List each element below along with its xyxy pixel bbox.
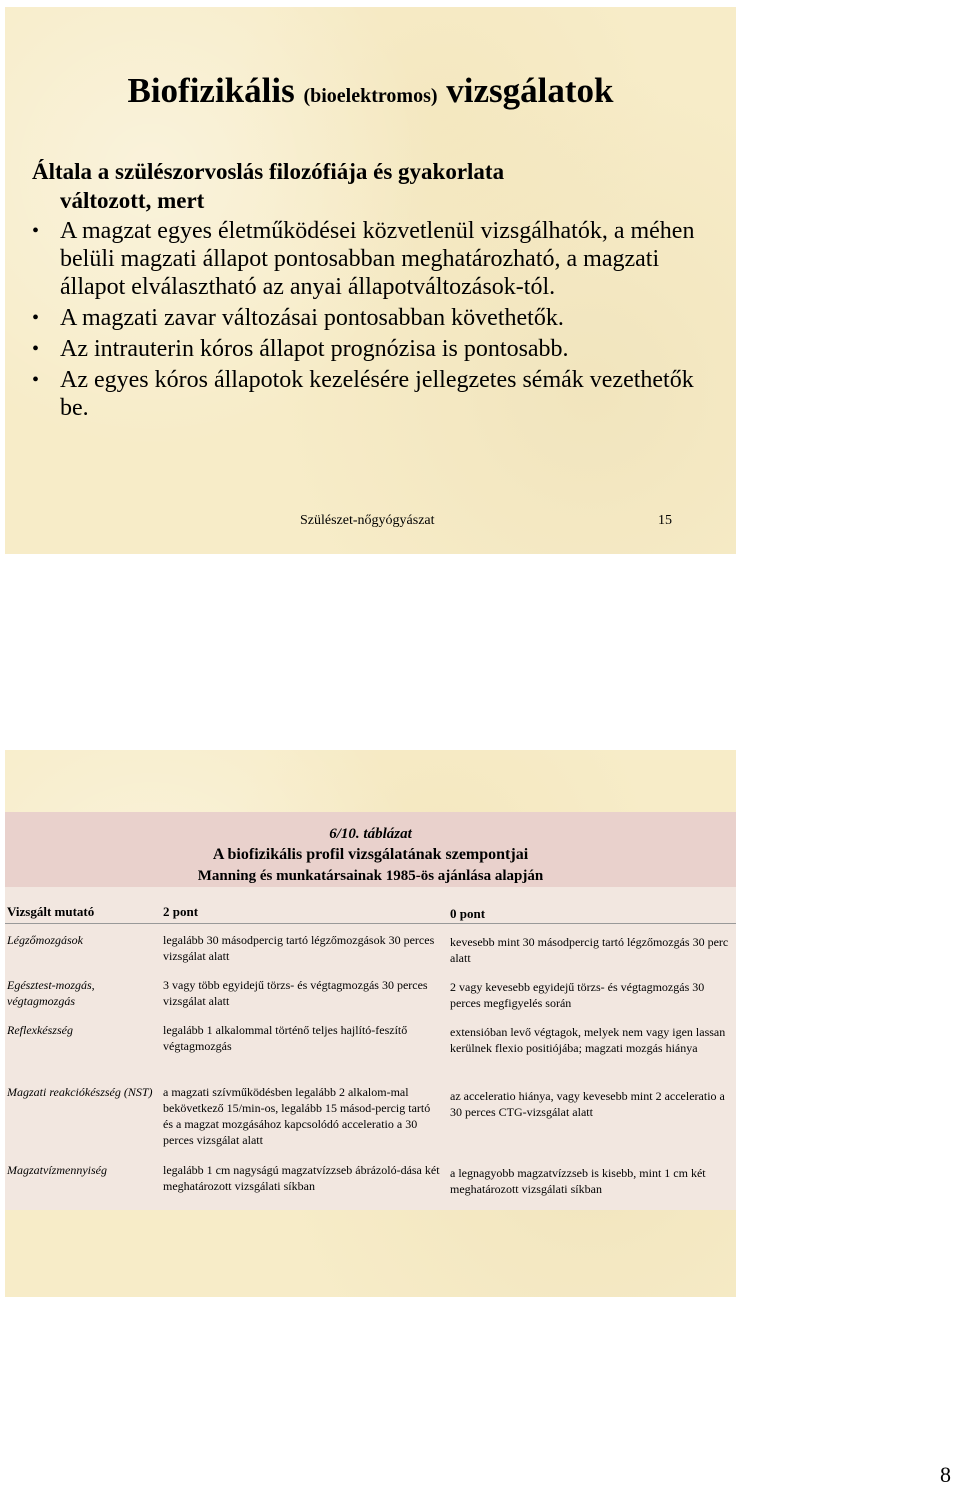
row-zero-points: az acceleratio hiánya, vagy kevesebb mint 2 acceleratio a 30 perces CTG-vizsgálat alatt: [450, 1089, 725, 1119]
row-label: Magzati reakciókészség (NST): [7, 1085, 153, 1099]
table-subtitle: Manning és munkatársainak 1985-ös ajánlása alapján: [197, 868, 544, 884]
bullet-dot: •: [32, 220, 40, 242]
bullet-dot: •: [32, 369, 40, 391]
col-header-0pt: 0 pont: [450, 906, 486, 921]
bullet-item: [32, 366, 722, 422]
slide-footer-title: Szülészet-nőgyógyászat: [300, 513, 435, 528]
title-small: (bioelektromos): [303, 85, 438, 107]
intro-text: [32, 157, 712, 215]
row-zero-points: a legnagyobb magzatvízzseb is kisebb, mint 1 cm két meghatározott vizsgálati síkban: [450, 1166, 706, 1196]
row-two-points: legalább 30 másodpercig tartó légzőmozgások 30 perces vizsgálat alatt: [163, 933, 435, 963]
slide-footer-number: 15: [658, 513, 672, 528]
row-zero-points: 2 vagy kevesebb egyidejű törzs- és végtagmozgás 30 perces megfigyelés során: [450, 980, 705, 1010]
slide-16: [5, 750, 736, 1297]
row-two-points: a magzati szívműködésben legalább 2 alkalom-mal bekövetkező 15/min-os, legalább 15 másod-percig tartó és a magzat mozgásához kapcsolódó acceleratio a 30 perces vizsgálat alatt: [163, 1085, 431, 1147]
bullet-item: [32, 335, 722, 363]
bullet-text: Az intrauterin kóros állapot prognózisa is pontosabb.: [60, 336, 569, 362]
intro-line-2: változott, mert: [60, 188, 205, 213]
col-header-indicator: Vizsgált mutató: [7, 904, 95, 919]
bullet-text: A magzat egyes életműködései közvetlenül vizsgálhatók, a méhen belüli magzati állapot pontosabban meghatározható, a magzati állapot elválasztható az anyai állapotváltozások-tól.: [60, 218, 695, 300]
bullet-text: A magzati zavar változásai pontosabban követhetők.: [60, 305, 564, 331]
slide-15: [5, 7, 736, 554]
header-rule: [5, 923, 736, 924]
table-image: [5, 812, 736, 1210]
row-two-points: legalább 1 cm nagyságú magzatvízzseb ábrázoló-dása két meghatározott vizsgálati síkban: [163, 1163, 440, 1193]
slide-title: [5, 71, 736, 111]
row-label: Magzatvízmennyiség: [7, 1163, 107, 1177]
row-label: Reflexkészség: [7, 1023, 73, 1037]
col-header-2pt: 2 pont: [163, 904, 199, 919]
bullet-list: [32, 217, 722, 425]
bullet-item: [32, 304, 722, 332]
intro-line-1: Általa a szülészorvoslás filozófiája és gyakorlata: [32, 159, 505, 184]
row-two-points: 3 vagy több egyidejű törzs- és végtagmozgás 30 perces vizsgálat alatt: [163, 978, 428, 1008]
row-zero-points: extensióban levő végtagok, melyek nem vagy igen lassan kerülnek flexio positiójába; magzati mozgás hiánya: [450, 1025, 726, 1055]
title-end: vizsgálatok: [446, 71, 614, 110]
row-label: Légzőmozgások: [7, 933, 84, 947]
row-zero-points: kevesebb mint 30 másodpercig tartó légzőmozgás 30 perc alatt: [450, 935, 729, 965]
row-two-points: legalább 1 alkalommal történő teljes hajlító-feszítő végtagmozgás: [163, 1023, 408, 1053]
bullet-item: [32, 217, 722, 301]
bullet-dot: •: [32, 307, 40, 329]
row-label: Egésztest-mozgás, végtagmozgás: [7, 978, 95, 1008]
title-main: Biofizikális: [127, 71, 295, 110]
bullet-text: Az egyes kóros állapotok kezelésére jellegzetes sémák vezethetők be.: [60, 367, 694, 421]
bullet-dot: •: [32, 338, 40, 360]
table-number: 6/10. táblázat: [329, 826, 412, 842]
page-number: 8: [940, 1462, 951, 1487]
table-title: A biofizikális profil vizsgálatának szempontjai: [212, 846, 529, 863]
